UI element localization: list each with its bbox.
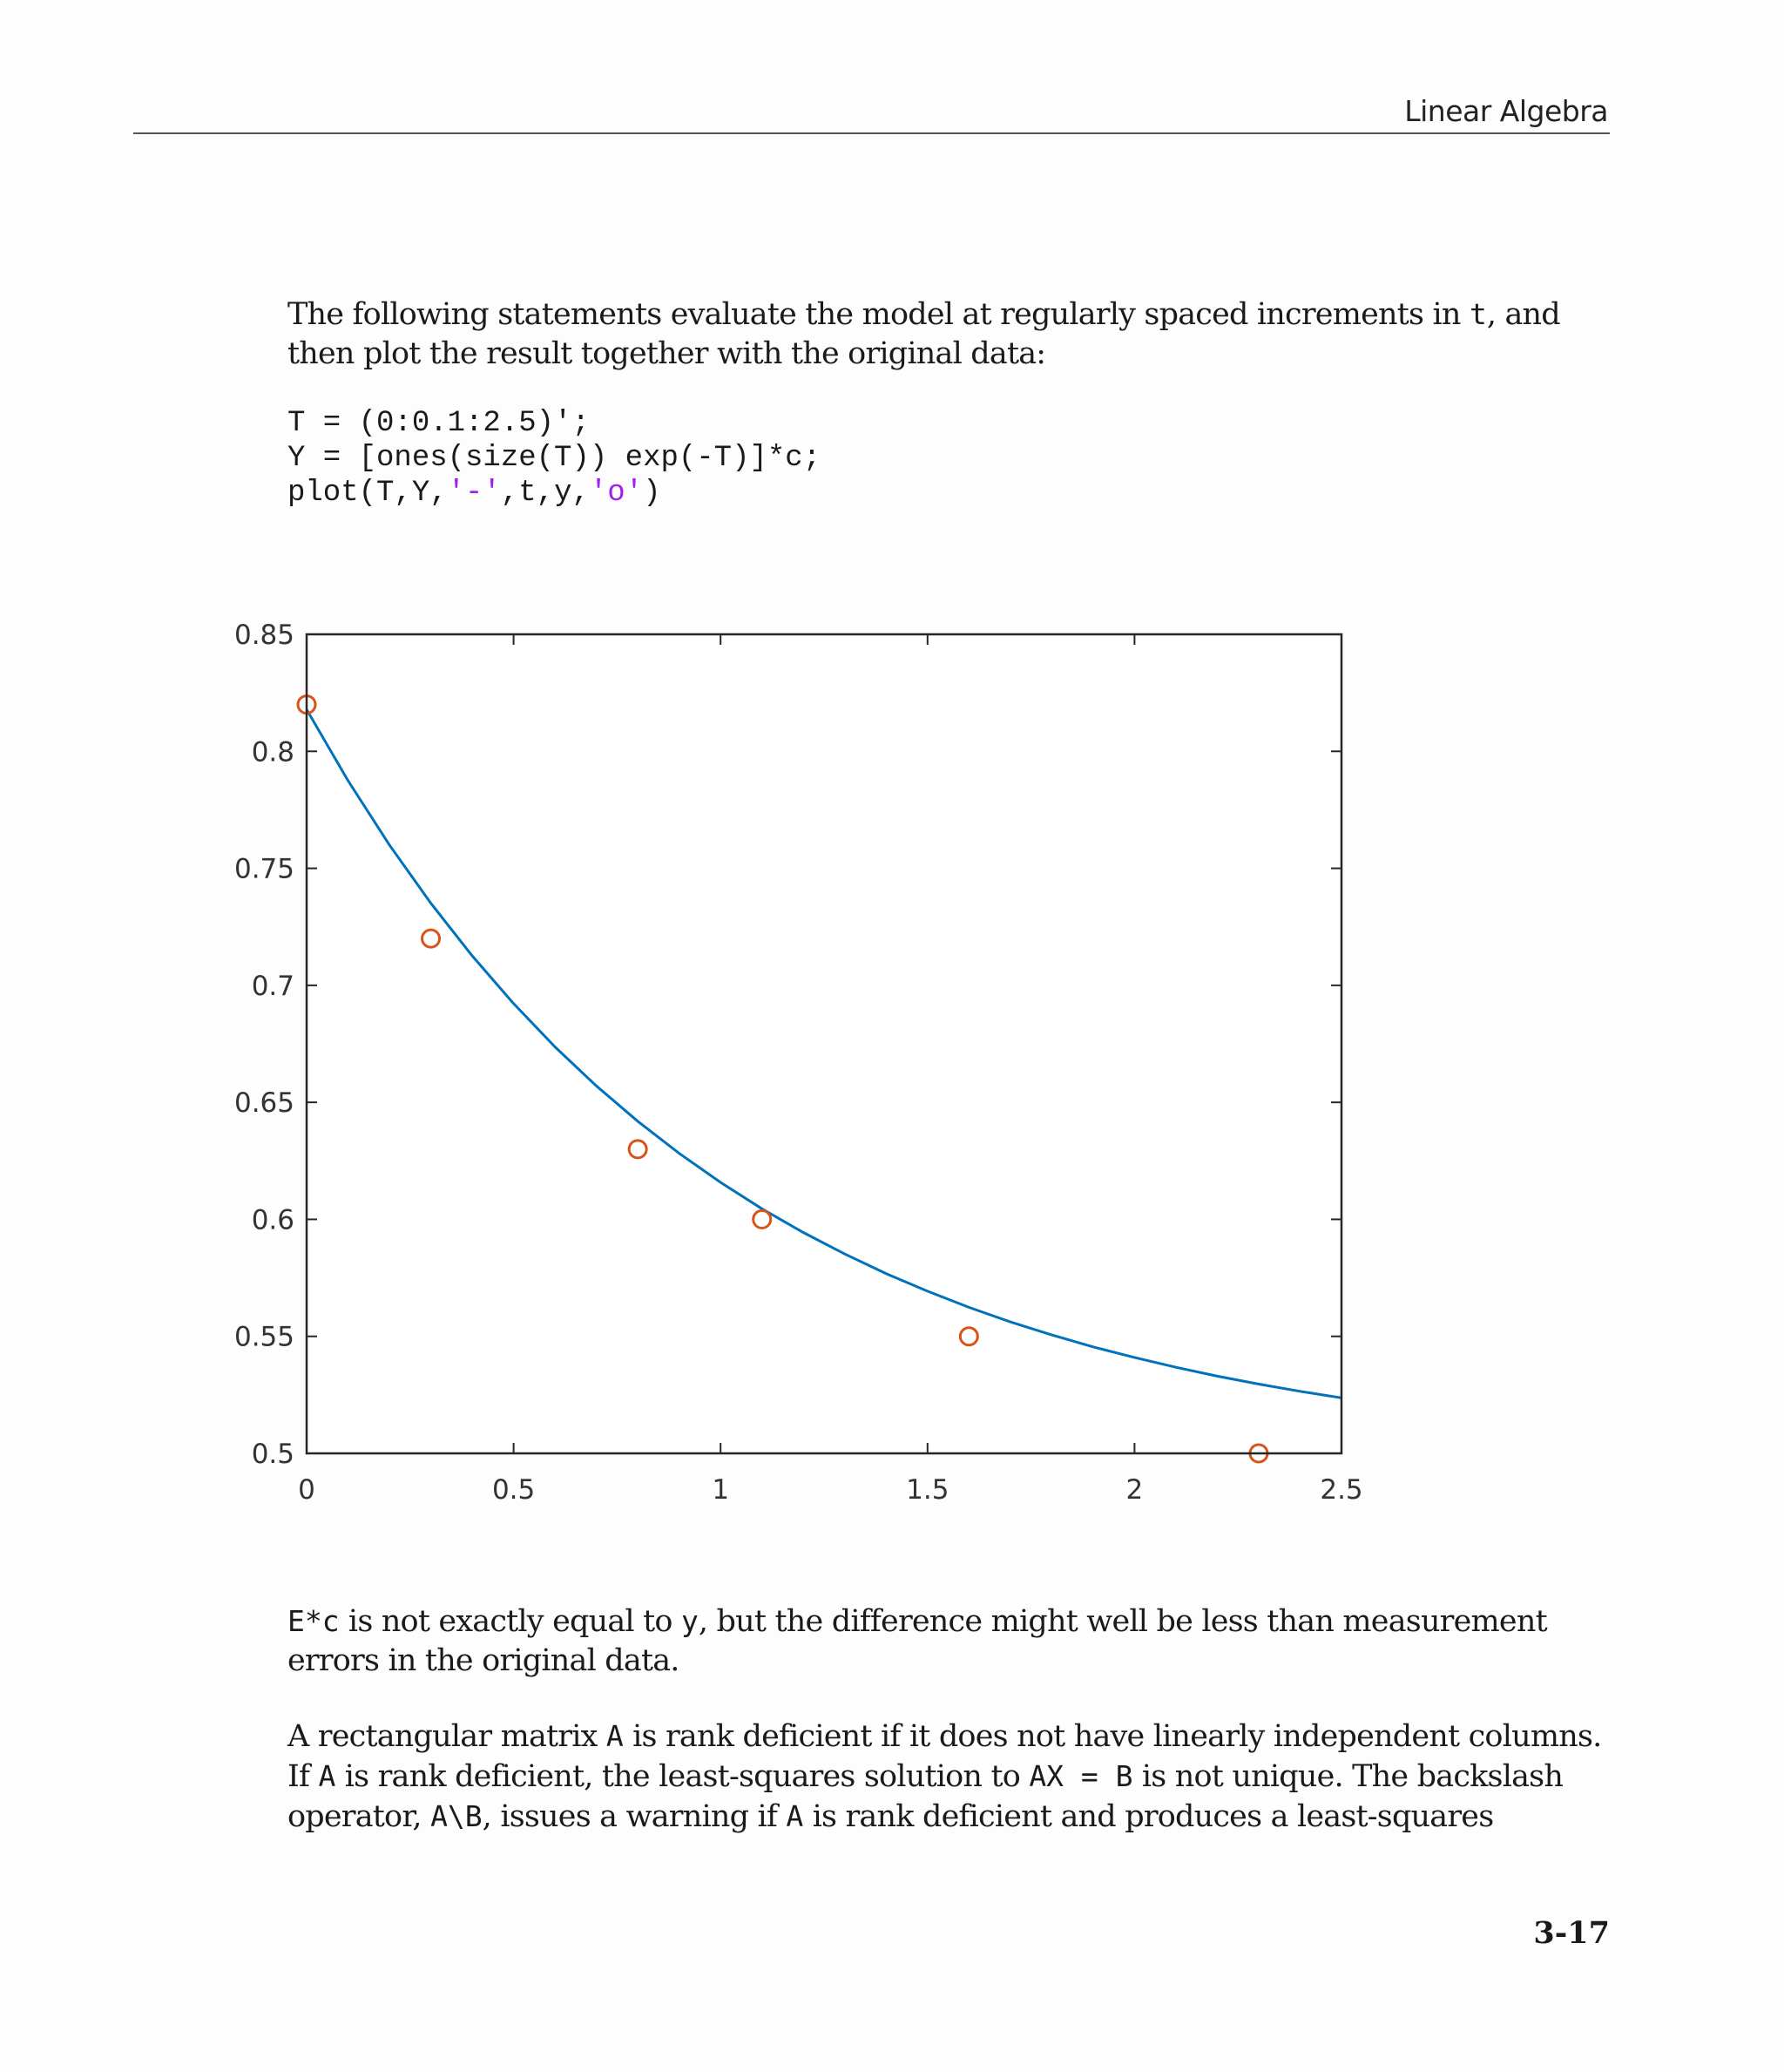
x-tick-label: 0 — [298, 1474, 315, 1506]
y-tick-label: 0.8 — [251, 736, 294, 769]
paragraph-3-text-2: is rank deficient if it does not have linearly independent columns. If — [287, 1719, 1602, 1794]
y-tick-label: 0.55 — [233, 1321, 294, 1353]
x-tick-label: 2.5 — [1320, 1474, 1363, 1506]
intro-text-after: , and then plot the result together with the original data: — [287, 297, 1560, 371]
paragraph-3-text-4: is not unique. The backslash operator, — [287, 1759, 1564, 1834]
inline-code-a-backslash-b: A\B — [430, 1799, 483, 1833]
paragraph-3-text-6: is rank deficient and produces a least-squares — [803, 1799, 1494, 1834]
y-tick-label: 0.85 — [233, 620, 294, 651]
code-string-o: 'o' — [589, 477, 644, 510]
paragraph-2 — [287, 1601, 1612, 1681]
inline-code-ec: E*c — [287, 1604, 340, 1638]
x-tick-label: 1.5 — [906, 1474, 949, 1506]
inline-code-ax-b: AX = B — [1029, 1759, 1133, 1793]
code-string-dash: '-' — [447, 477, 501, 510]
intro-text-before: The following statements evaluate the model at regularly spaced increments in — [287, 297, 1470, 332]
code-line-1: T = (0:0.1:2.5)'; — [287, 407, 590, 440]
page-number: 3-17 — [1533, 1915, 1610, 1951]
y-tick-label: 0.6 — [251, 1204, 294, 1236]
x-tick-label: 1 — [712, 1474, 730, 1506]
x-tick-label: 2 — [1125, 1474, 1144, 1506]
running-head: Linear Algebra — [1404, 94, 1608, 128]
paragraph-2-text-2: , but the difference might well be less than measurement errors in the original data. — [287, 1604, 1547, 1678]
paragraph-3-text-5: , issues a warning if — [482, 1799, 787, 1834]
paragraph-3 — [287, 1717, 1612, 1837]
y-tick-label: 0.5 — [251, 1439, 294, 1470]
paragraph-3-text-3: is rank deficient, the least-squares solution to — [335, 1759, 1030, 1794]
y-tick-labels — [234, 620, 294, 1470]
code-block — [287, 406, 821, 511]
paragraph-3-text-1: A rectangular matrix — [287, 1719, 606, 1754]
x-tick-labels — [298, 1474, 1363, 1506]
plot-figure — [209, 610, 1429, 1542]
inline-code-y: y — [681, 1604, 699, 1638]
inline-code-t: t — [1469, 297, 1487, 331]
header-rule — [133, 132, 1610, 134]
plot-area — [307, 634, 1341, 1453]
y-tick-label: 0.7 — [251, 970, 294, 1002]
y-tick-label: 0.75 — [233, 853, 294, 885]
code-line-3-mid: ,t,y, — [500, 477, 590, 510]
x-tick-label: 0.5 — [491, 1474, 536, 1506]
y-tick-label: 0.65 — [233, 1087, 294, 1120]
code-line-3-pre: plot(T,Y, — [287, 477, 448, 510]
code-line-2: Y = [ones(size(T)) exp(-T)]*c; — [287, 442, 821, 475]
inline-code-a-1: A — [605, 1719, 624, 1753]
inline-code-a-2: A — [318, 1759, 336, 1793]
intro-paragraph — [287, 295, 1612, 374]
inline-code-a-3: A — [786, 1799, 804, 1833]
code-line-3 — [287, 476, 821, 511]
paragraph-2-text-1: is not exactly equal to — [339, 1604, 682, 1639]
code-line-3-post: ) — [643, 477, 661, 510]
